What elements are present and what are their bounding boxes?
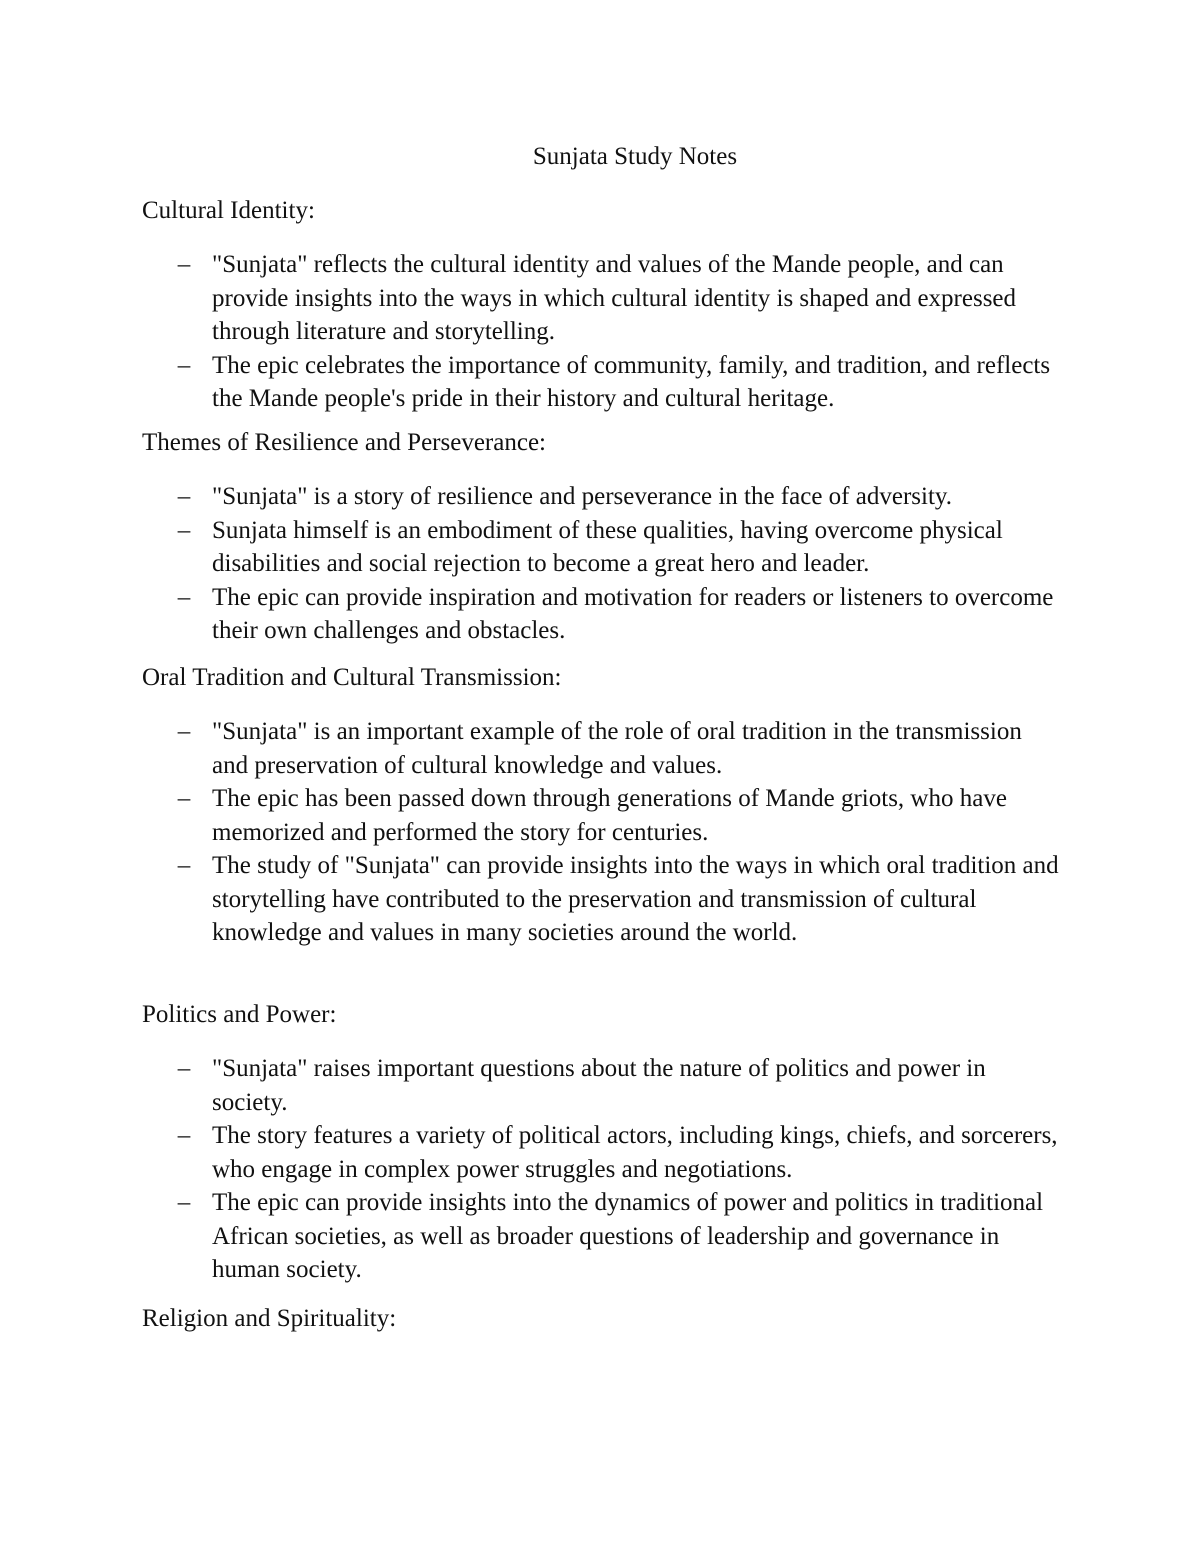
bullet-dash: – bbox=[177, 1122, 191, 1149]
section-oral-tradition bbox=[142, 661, 1062, 950]
bullet-item bbox=[142, 1186, 1062, 1287]
bullet-dash: – bbox=[177, 351, 191, 379]
section-politics-power bbox=[142, 998, 1062, 1287]
bullet-text: The epic celebrates the importance of community, family, and tradition, and reflects the Mande people's pride in their history and cultural heritage. bbox=[212, 351, 1051, 412]
bullet-dash: – bbox=[177, 1189, 191, 1216]
bullet-dash: – bbox=[177, 785, 191, 812]
bullet-item bbox=[142, 248, 1062, 349]
bullet-item bbox=[142, 849, 1062, 950]
bullet-list bbox=[142, 248, 1062, 416]
document-title: Sunjata Study Notes bbox=[532, 143, 738, 170]
bullet-item bbox=[142, 480, 1062, 514]
bullet-item bbox=[142, 581, 1062, 648]
bullet-text: The study of "Sunjata" can provide insights into the ways in which oral tradition and storytelling have contributed to the preservation and transmission of cultural knowledge and values in many societies around the world. bbox=[212, 852, 1059, 946]
section-heading: Religion and Spirituality: bbox=[142, 1305, 397, 1332]
bullet-item bbox=[142, 782, 1062, 849]
section-heading: Oral Tradition and Cultural Transmission: bbox=[142, 664, 562, 691]
bullet-item bbox=[142, 349, 1062, 416]
bullet-text: The epic can provide insights into the dynamics of power and politics in traditional African societies, as well as broader questions of leadership and governance in human society. bbox=[212, 1189, 1044, 1283]
bullet-text: The epic has been passed down through generations of Mande griots, who have memorized and performed the story for centuries. bbox=[212, 785, 1007, 846]
bullet-dash: – bbox=[177, 583, 191, 611]
bullet-dash: – bbox=[177, 251, 191, 278]
bullet-text: Sunjata himself is an embodiment of these qualities, having overcome physical disabilities and social rejection to become a great hero and leader. bbox=[212, 516, 1003, 577]
bullet-item bbox=[142, 715, 1062, 782]
bullet-text: "Sunjata" raises important questions about the nature of politics and power in society. bbox=[212, 1055, 986, 1116]
section-resilience-perseverance bbox=[142, 426, 1062, 648]
bullet-item bbox=[142, 514, 1062, 581]
bullet-list bbox=[142, 480, 1062, 648]
bullet-dash: – bbox=[177, 852, 191, 879]
section-heading: Themes of Resilience and Perseverance: bbox=[142, 429, 546, 456]
bullet-text: "Sunjata" is a story of resilience and perseverance in the face of adversity. bbox=[212, 483, 953, 510]
bullet-dash: – bbox=[177, 1055, 191, 1082]
bullet-dash: – bbox=[177, 483, 191, 510]
bullet-text: The story features a variety of political actors, including kings, chiefs, and sorcerers, who engage in complex power struggles and negotiations. bbox=[212, 1122, 1058, 1183]
bullet-text: The epic can provide inspiration and motivation for readers or listeners to overcome their own challenges and obstacles. bbox=[212, 583, 1054, 644]
bullet-dash: – bbox=[177, 718, 191, 745]
bullet-item bbox=[142, 1052, 1062, 1119]
section-cultural-identity bbox=[142, 194, 1062, 416]
bullet-list bbox=[142, 1052, 1062, 1287]
bullet-item bbox=[142, 1119, 1062, 1186]
section-heading: Cultural Identity: bbox=[142, 197, 315, 224]
bullet-dash: – bbox=[177, 516, 191, 544]
section-heading: Politics and Power: bbox=[142, 1001, 337, 1028]
bullet-text: "Sunjata" is an important example of the role of oral tradition in the transmission and preservation of cultural knowledge and values. bbox=[212, 718, 1022, 779]
bullet-list bbox=[142, 715, 1062, 950]
bullet-text: "Sunjata" reflects the cultural identity and values of the Mande people, and can provide insights into the ways in which cultural identity is shaped and expressed through literature and storytelling. bbox=[212, 251, 1017, 345]
section-religion-spirituality bbox=[142, 1302, 1062, 1335]
